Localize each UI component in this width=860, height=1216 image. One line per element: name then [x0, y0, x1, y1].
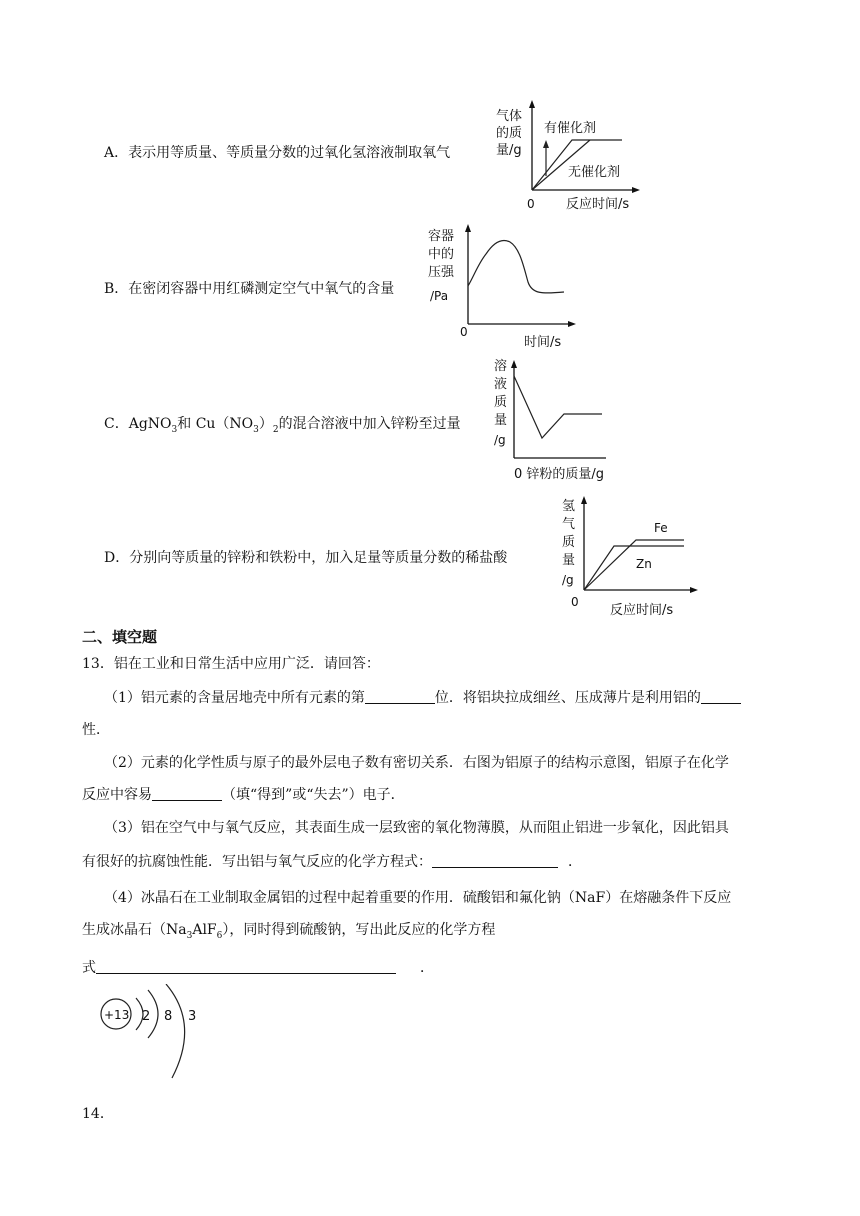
chart-c-ylabel-5: /g: [494, 433, 506, 447]
q13-blank-1: [365, 689, 435, 704]
q13-blank-3: [152, 786, 222, 801]
chart-a-origin: 0: [527, 197, 535, 211]
chart-b-ylabel-1: 容器: [428, 229, 455, 244]
chart-d-ylabel-1: 氢: [562, 499, 576, 514]
q13-part4-line2: 生成冰晶石$(Na_3AlF_6)$，同时得到硫酸钠，写出此反应的化学方程: [82, 922, 496, 941]
chart-b-xlabel: 时间/s: [524, 335, 562, 350]
chart-c-ylabel-2: 液: [494, 377, 508, 392]
chart-c-line: [514, 376, 602, 438]
chart-d-ylabel-2: 气: [562, 517, 576, 532]
chart-d-origin: 0: [571, 595, 579, 609]
chart-a-ylabel-2: 的质: [496, 126, 523, 141]
chart-d-series-fe: Fe: [654, 521, 668, 535]
chart-c-ylabel-3: 质: [494, 395, 508, 410]
option-c-text: C．AgNO$_3$和 $Cu(NO_3)_2$的混合溶液中加入锌粉至过量: [104, 416, 461, 435]
atom-shell-3: [166, 984, 185, 1078]
q13-part4-line1: （4）冰晶石在工业制取金属铝的过程中起着重要的作用．硫酸铝和氟化钠（NaF）在熔融条件下反应: [104, 890, 732, 906]
chart-d-series-zn: Zn: [636, 557, 652, 571]
q13-part3-line1: （3）铝在空气中与氧气反应，其表面生成一层致密的氧化物薄膜，从而阻止铝进一步氧化，因此铝具: [104, 820, 729, 836]
chart-a-series-2: 无催化剂: [568, 165, 621, 180]
atom-shell-3-count: 3: [188, 1009, 197, 1024]
q13-part1-line2: 性．: [82, 722, 110, 738]
chart-c-ylabel-4: 量: [494, 413, 508, 428]
q13-blank-5: [96, 959, 396, 974]
q13-part1-line1: （1）铝元素的含量居地壳中所有元素的第 位．将铝块拉成细丝、压成薄片是利用铝的: [104, 688, 741, 708]
atom-structure-diagram: [96, 984, 216, 1084]
chart-c-ylabel-1: 溶: [494, 359, 508, 374]
chart-d-ylabel-5: /g: [562, 573, 574, 587]
chart-b-ylabel-2: 中的: [428, 247, 455, 262]
q13-part2-line2: 反应中容易 （填“得到”或“失去”）电子．: [82, 787, 405, 803]
chart-b-curve: [468, 241, 564, 293]
chart-c-xlabel: 0 锌粉的质量/g: [514, 467, 605, 482]
chart-b: [428, 220, 588, 350]
chart-b-ylabel-3: 压强: [428, 265, 455, 280]
q13-blank-4: [432, 853, 558, 868]
chart-a-ylabel-1: 气体: [496, 109, 523, 124]
chart-d-ylabel-4: 量: [562, 553, 576, 568]
q13-part4-line3: 式 ．: [82, 960, 434, 976]
chart-b-ylabel-4: /Pa: [430, 289, 449, 303]
q13-intro: 13．铝在工业和日常生活中应用广泛．请回答：: [82, 656, 380, 672]
chart-a-xlabel: 反应时间/s: [566, 197, 630, 212]
chart-d-xlabel: 反应时间/s: [610, 603, 674, 618]
q13-part3-line2: 有很好的抗腐蚀性能．写出铝与氧气反应的化学方程式： ．: [82, 854, 582, 870]
chart-a: [494, 96, 654, 216]
chart-a-series-1: 有催化剂: [544, 121, 597, 136]
chart-d: [560, 490, 710, 620]
option-d-text: D．分别向等质量的锌粉和铁粉中，加入足量等质量分数的稀盐酸: [104, 550, 508, 566]
q13-blank-2: [701, 689, 741, 704]
q14-label: 14．: [82, 1106, 114, 1122]
option-a-text: A．表示用等质量、等质量分数的过氧化氢溶液制取氧气: [104, 145, 451, 161]
option-b-text: B．在密闭容器中用红磷测定空气中氧气的含量: [104, 281, 395, 297]
chart-d-line-zn: [584, 546, 684, 590]
chart-d-ylabel-3: 质: [562, 535, 576, 550]
atom-nucleus-label: +13: [104, 1008, 130, 1022]
atom-shell-1-count: 2: [142, 1009, 151, 1024]
chart-b-origin: 0: [460, 325, 468, 339]
chart-c: [490, 356, 620, 486]
section-title: 二、填空题: [82, 628, 158, 646]
q13-part2-line1: （2）元素的化学性质与原子的最外层电子数有密切关系．右图为铝原子的结构示意图，铝原子在化学: [104, 755, 729, 771]
chart-a-ylabel-3: 量/g: [496, 143, 522, 158]
atom-shell-2-count: 8: [164, 1009, 173, 1024]
chart-d-line-fe: [584, 540, 684, 590]
